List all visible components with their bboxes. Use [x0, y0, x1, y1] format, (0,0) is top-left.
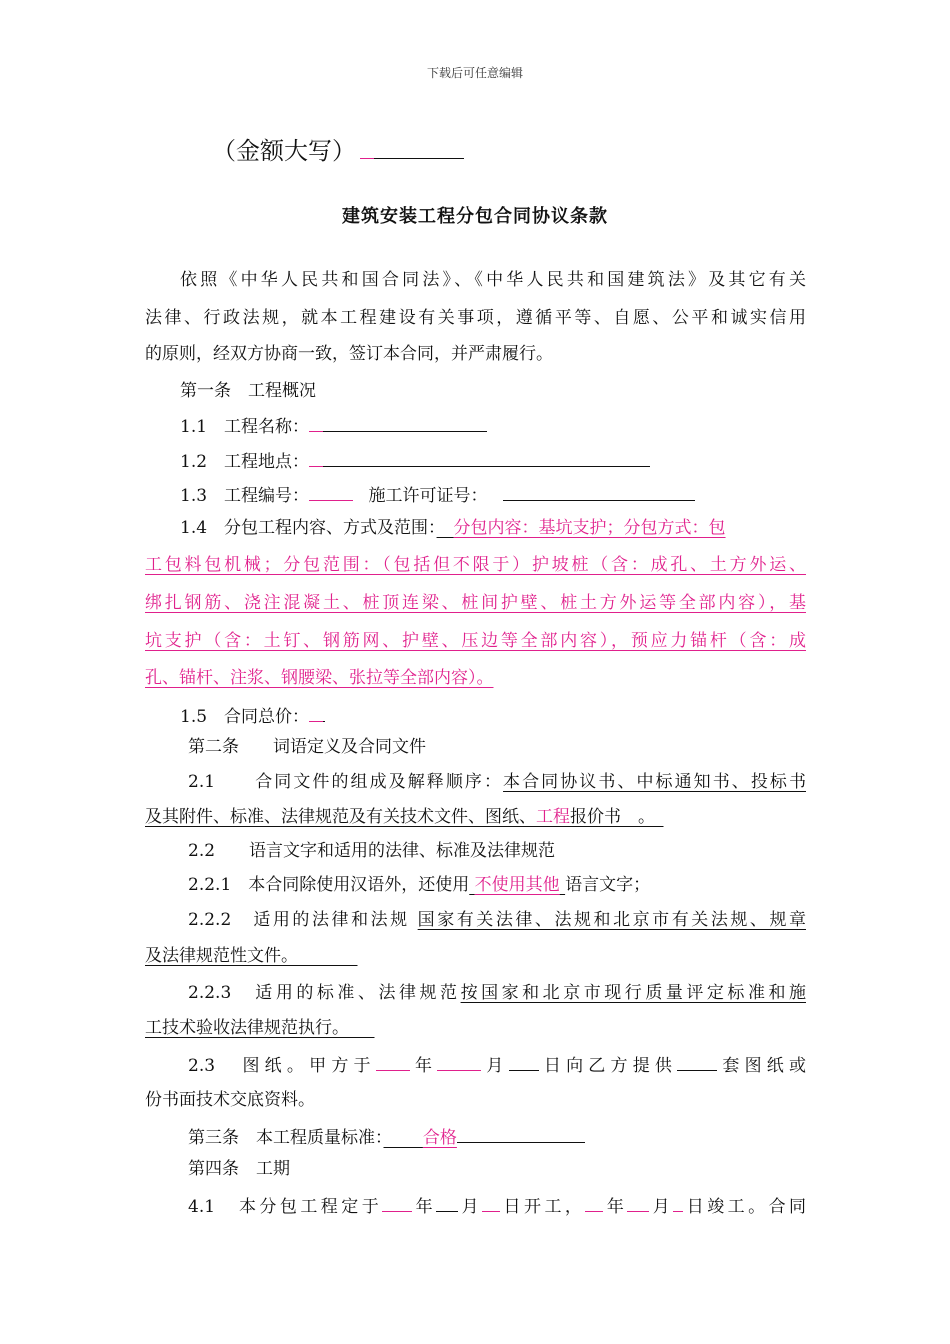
- article-3-line: [188, 1124, 585, 1149]
- permit-number-field[interactable]: [503, 482, 695, 501]
- section-2-3-day: 日向乙方提供: [538, 1056, 678, 1076]
- document-title: 建筑安装工程分包合同协议条款: [342, 206, 608, 227]
- permit-number-label: 施工许可证号：: [368, 486, 488, 506]
- section-2-2-3-label: 2.2.3 适用的标准、法律规范: [188, 983, 461, 1003]
- scope-value-3: 绑扎钢筋、浇注混凝土、桩顶连梁、桩间护壁、桩土方外运等全部内容），基: [145, 593, 806, 613]
- section-2-1-value-1: 本合同协议书、中标通知书、投标书: [503, 772, 806, 792]
- article-1-heading: 第一条 工程概况: [180, 381, 316, 401]
- section-2-2-2-value-1: 国家有关法律、法规和北京市有关法规、规章: [417, 910, 806, 930]
- section-2-3-tail: 套图纸或: [717, 1056, 807, 1076]
- section-2-3-text-a: 2.3 图纸。甲方于: [188, 1056, 376, 1076]
- drawing-month-field[interactable]: [437, 1052, 481, 1071]
- scope-value-4: 坑支护（含：土钉、钢筋网、护壁、压边等全部内容），预应力锚杆（含：成: [145, 631, 806, 651]
- project-location-line: [180, 448, 650, 473]
- start-text: 日开工，: [500, 1197, 586, 1217]
- drawing-sets-field[interactable]: [677, 1052, 717, 1071]
- section-2-1-line-1: [188, 771, 806, 793]
- section-2-2-2-label: 2.2.2 适用的法律和法规: [188, 910, 410, 930]
- start-day-field[interactable]: [482, 1193, 500, 1212]
- contract-price-line: [180, 703, 325, 728]
- section-2-2-3-value-2: 工技术验收法律规范执行。: [145, 1018, 341, 1038]
- section-2-1-value-2a: 及其附件、标准、法律规范及有关技术文件、图纸、: [145, 807, 536, 827]
- quality-standard-label: 第三条 本工程质量标准：: [188, 1128, 384, 1148]
- end-day-field[interactable]: [673, 1193, 683, 1212]
- section-2-2-1-value: 不使用其他: [474, 875, 560, 895]
- scope-underline-pad: [437, 518, 454, 538]
- section-2-2-3-line-1: [188, 982, 806, 1004]
- section-2-1-value-2b: 工程: [536, 807, 570, 827]
- amount-blank: [360, 140, 464, 159]
- section-2-3-year: 年: [409, 1056, 438, 1076]
- section-2-2-2-line-1: [188, 909, 806, 931]
- amount-line: [212, 136, 464, 166]
- intro-line-1: 依照《中华人民共和国合同法》、《中华人民共和国建筑法》及其它有关: [180, 270, 806, 290]
- section-2-3-line-1: [188, 1052, 806, 1077]
- project-number-label: 1.3 工程编号：: [180, 486, 310, 506]
- project-name-line: [180, 413, 487, 438]
- amount-label: （金额大写）: [212, 137, 356, 165]
- section-2-3-line-2: 份书面技术交底资料。: [145, 1090, 315, 1110]
- drawing-year-field[interactable]: [376, 1052, 410, 1071]
- project-number-field[interactable]: [309, 482, 353, 501]
- project-number-line: [180, 482, 695, 507]
- intro-line-2: 法律、行政法规，就本工程建设有关事项，遵循平等、自愿、公平和诚实信用: [145, 308, 806, 328]
- end-text: 日竣工。合同: [683, 1197, 807, 1217]
- section-4-1-text-a: 4.1 本分包工程定于: [188, 1197, 383, 1217]
- start-year-field[interactable]: [382, 1193, 412, 1212]
- scope-value-2: 工包料包机械；分包范围：（包括但不限于）护坡桩（含：成孔、土方外运、: [145, 555, 806, 575]
- project-name-field[interactable]: [309, 413, 487, 432]
- section-2-2-1-label: 2.2.1 本合同除使用汉语外，还使用: [188, 875, 470, 895]
- scope-value-5: 孔、锚杆、注浆、钢腰梁、张拉等全部内容）。: [145, 668, 494, 688]
- section-4-1-line-1: [188, 1193, 806, 1218]
- scope-label: 1.4 分包工程内容、方式及范围：: [180, 518, 437, 538]
- header-note: 下载后可任意编辑: [426, 66, 523, 80]
- section-2-2-1-tail: 语言文字；: [565, 875, 651, 895]
- quality-standard-value: 合格: [422, 1128, 457, 1148]
- drawing-day-field[interactable]: [509, 1052, 539, 1071]
- section-2-2-3-line-2: [145, 1017, 375, 1039]
- section-2-3-month: 月: [481, 1056, 509, 1076]
- project-location-label: 1.2 工程地点：: [180, 452, 310, 472]
- project-name-label: 1.1 工程名称：: [180, 417, 310, 437]
- intro-line-3: 的原则，经双方协商一致，签订本合同，并严肃履行。: [145, 344, 553, 364]
- scope-line-1: [180, 517, 806, 539]
- section-2-2-2-value-2: 及法律规范性文件。: [145, 946, 290, 966]
- scope-value-1: 分包内容：基坑支护；分包方式：包: [453, 518, 726, 538]
- section-2-2-1: [188, 874, 650, 896]
- section-2-1-value-2c: 报价书 。: [570, 807, 647, 827]
- end-year-unit: 年: [603, 1197, 628, 1217]
- contract-price-field[interactable]: [309, 703, 325, 722]
- article-4-heading: 第四条 工期: [188, 1159, 290, 1179]
- section-2-1-label: 2.1 合同文件的组成及解释顺序：: [188, 772, 504, 792]
- end-year-field[interactable]: [585, 1193, 603, 1212]
- quality-standard-blank: [457, 1124, 585, 1143]
- project-location-field[interactable]: [309, 448, 650, 467]
- start-year-unit: 年: [412, 1197, 437, 1217]
- section-2-2: 2.2 语言文字和适用的法律、标准及法律规范: [188, 841, 556, 861]
- section-2-1-line-2: [145, 806, 664, 828]
- article-2-heading: 第二条 词语定义及合同文件: [188, 737, 426, 757]
- end-month-field[interactable]: [627, 1193, 649, 1212]
- quality-standard-pad: [384, 1128, 423, 1148]
- section-2-2-3-value-1: 按国家和北京市现行质量评定标准和施: [460, 983, 806, 1003]
- section-2-2-2-line-2: [145, 945, 358, 967]
- start-month-unit: 月: [458, 1197, 483, 1217]
- start-month-field[interactable]: [436, 1193, 458, 1212]
- contract-price-label: 1.5 合同总价：: [180, 707, 310, 727]
- end-month-unit: 月: [649, 1197, 674, 1217]
